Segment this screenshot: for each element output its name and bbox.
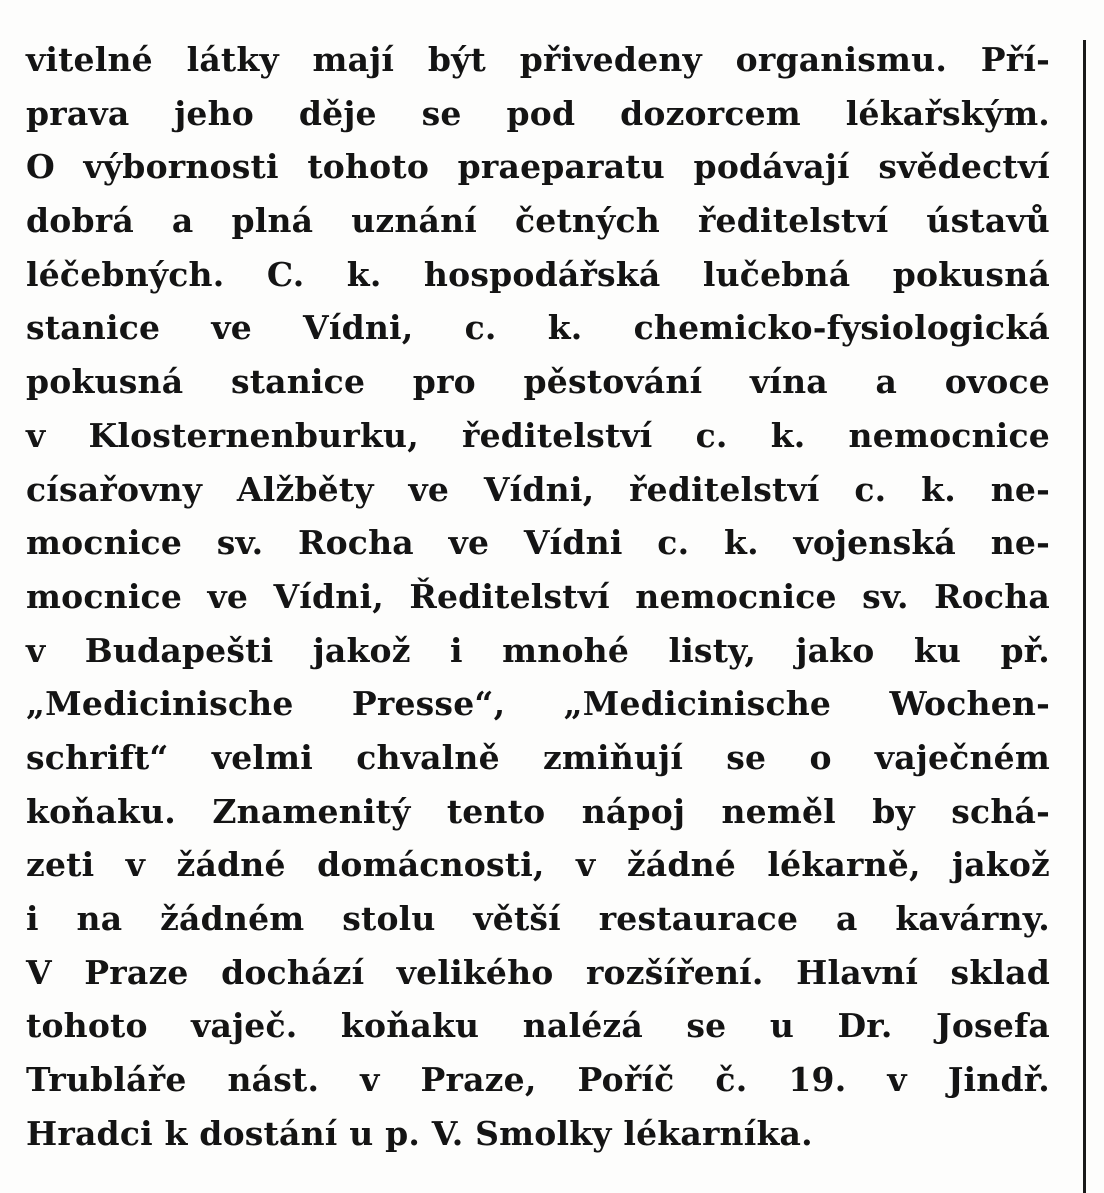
text-line: Trubláře nást. v Praze, Poříč č. 19. v Jindř. <box>26 1060 1050 1100</box>
text-line: prava jeho děje se pod dozorcem lékařským. <box>26 93 1050 133</box>
text-line: mocnice ve Vídni, Ředitelství nemocnice sv. Rocha <box>26 576 1050 616</box>
text-line-last: Hradci k dostání u p. V. Smolky lékarníka. <box>26 1113 813 1153</box>
text-line: „Medicinische Presse“, „Medicinische Wochen- <box>26 684 1050 724</box>
text-line: v Budapešti jakož i mnohé listy, jako ku př. <box>26 630 1050 670</box>
text-line: V Praze dochází velikého rozšíření. Hlavní sklad <box>26 952 1050 992</box>
text-line: císařovny Alžběty ve Vídni, ředitelství c. k. ne- <box>26 469 1050 509</box>
text-line: léčebných. C. k. hospodářská lučebná pokusná <box>26 254 1050 294</box>
text-line: tohoto vaječ. koňaku nalézá se u Dr. Josefa <box>26 1006 1050 1046</box>
text-line: koňaku. Znamenitý tento nápoj neměl by schá- <box>26 791 1050 831</box>
text-line: mocnice sv. Rocha ve Vídni c. k. vojenská ne- <box>26 523 1050 563</box>
text-line: dobrá a plná uznání četných ředitelství ústavů <box>26 201 1050 241</box>
text-line: zeti v žádné domácnosti, v žádné lékarně, jakož <box>26 845 1050 885</box>
text-line: i na žádném stolu větší restaurace a kavárny. <box>26 899 1050 938</box>
text-line: v Klosternenburku, ředitelství c. k. nemocnice <box>26 415 1050 455</box>
text-line: vitelné látky mají být přivedeny organismu. Pří- <box>26 40 1050 79</box>
text-line: stanice ve Vídni, c. k. chemicko-fysiologická <box>26 308 1050 348</box>
article-text <box>26 33 1050 1160</box>
column-divider <box>1083 40 1086 1193</box>
text-line: pokusná stanice pro pěstování vína a ovoce <box>26 362 1050 402</box>
text-line: schrift“ velmi chvalně zmiňují se o vaječném <box>26 737 1050 777</box>
text-line: O výbornosti tohoto praeparatu podávají svědectví <box>26 147 1050 187</box>
